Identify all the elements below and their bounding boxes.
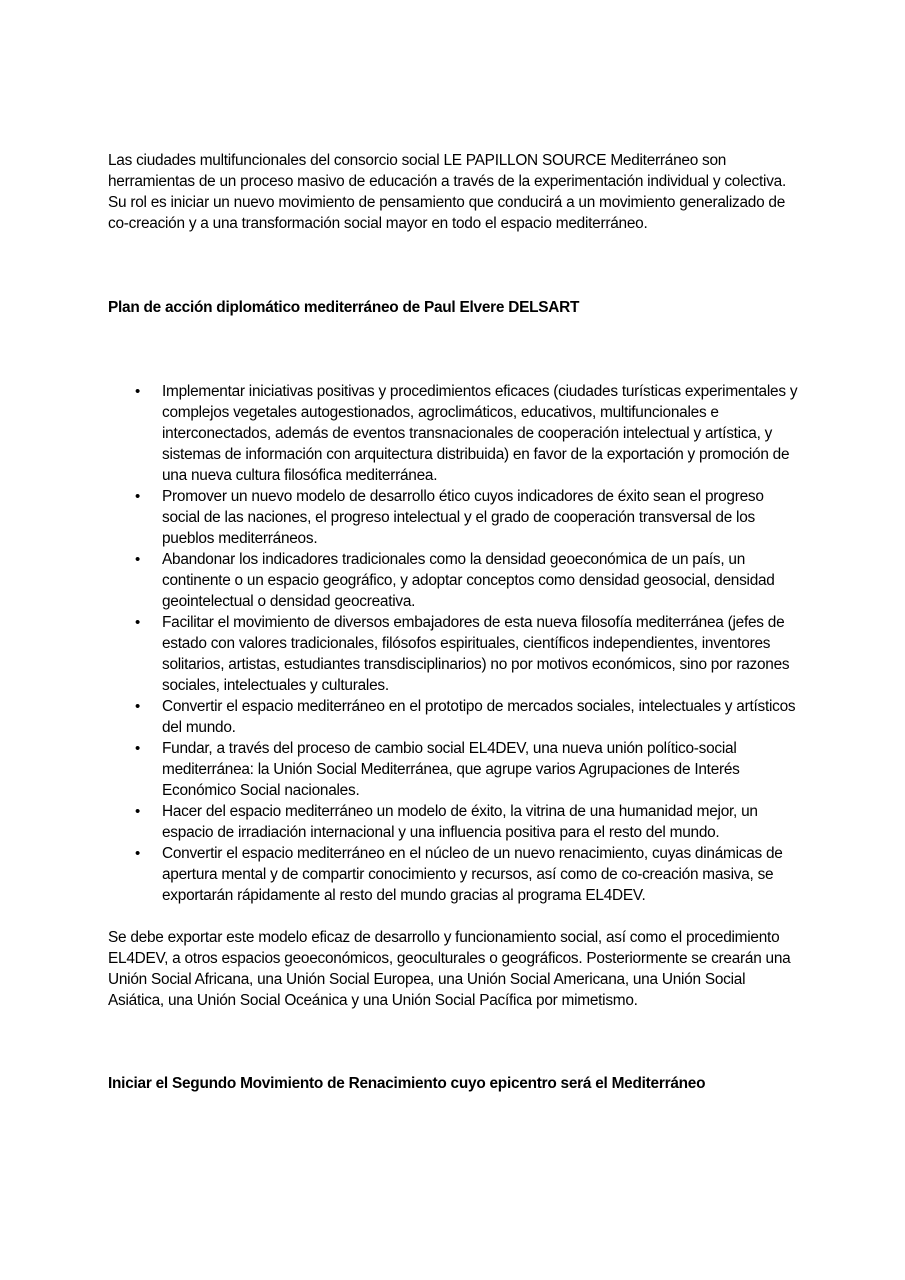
list-item-text: Convertir el espacio mediterráneo en el núcleo de un nuevo renacimiento, cuyas dinámicas de apertura mental y de compartir conocimiento y recursos, así como de co-creación masiva, se exportarán rápidamente al resto del mundo gracias al programa EL4DEV. <box>162 845 783 904</box>
list-item <box>108 549 802 612</box>
action-plan-list <box>108 381 802 906</box>
list-item-text: Fundar, a través del proceso de cambio social EL4DEV, una nueva unión político-social mediterránea: la Unión Social Mediterránea, que agrupe varios Agrupaciones de Interés Económico Social nacionales. <box>162 740 740 799</box>
list-item-text: Abandonar los indicadores tradicionales como la densidad geoeconómica de un país, un continente o un espacio geográfico, y adoptar conceptos como densidad geosocial, densidad geointelectual o densidad geocreativa. <box>162 551 775 610</box>
bullet-icon: • <box>135 551 141 568</box>
bullet-icon: • <box>135 614 141 631</box>
bullet-icon: • <box>135 740 141 757</box>
section-heading-action-plan: Plan de acción diplomático mediterráneo de Paul Elvere DELSART <box>108 299 580 316</box>
intro-paragraph: Las ciudades multifuncionales del consorcio social LE PAPILLON SOURCE Mediterráneo son herramientas de un proceso masivo de educación a través de la experimentación individual y colectiva. Su rol es iniciar un nuevo movimiento de pensamiento que conducirá a un movimiento generalizado de co-creación y a una transformación social mayor en todo el espacio mediterráneo. <box>108 152 786 232</box>
list-item <box>108 843 802 906</box>
section-heading-renaissance: Iniciar el Segundo Movimiento de Renacimiento cuyo epicentro será el Mediterráneo <box>108 1075 706 1092</box>
list-item-text: Implementar iniciativas positivas y procedimientos eficaces (ciudades turísticas experimentales y complejos vegetales autogestionados, agroclimáticos, educativos, multifuncionales e interconectados, además de eventos transnacionales de cooperación intelectual y artística, y sistemas de información con arquitectura distribuida) en favor de la exportación y promoción de una nueva cultura filosófica mediterránea. <box>162 383 798 484</box>
list-item <box>108 486 802 549</box>
list-item <box>108 738 802 801</box>
list-item-text: Convertir el espacio mediterráneo en el prototipo de mercados sociales, intelectuales y artísticos del mundo. <box>162 698 796 736</box>
list-item-text: Facilitar el movimiento de diversos embajadores de esta nueva filosofía mediterránea (jefes de estado con valores tradicionales, filósofos espirituales, científicos independientes, inventores solitarios, artistas, estudiantes transdisciplinarios) no por motivos económicos, sino por razones sociales, intelectuales y culturales. <box>162 614 790 694</box>
bullet-icon: • <box>135 803 141 820</box>
list-item <box>108 381 802 486</box>
list-item <box>108 612 802 696</box>
list-item <box>108 801 802 843</box>
bullet-icon: • <box>135 698 141 715</box>
closing-paragraph: Se debe exportar este modelo eficaz de desarrollo y funcionamiento social, así como el procedimiento EL4DEV, a otros espacios geoeconómicos, geoculturales o geográficos. Posteriormente se crearán una Unión Social Africana, una Unión Social Europea, una Unión Social Americana, una Unión Social Asiática, una Unión Social Oceánica y una Unión Social Pacífica por mimetismo. <box>108 929 791 1009</box>
bullet-icon: • <box>135 845 141 862</box>
list-item-text: Promover un nuevo modelo de desarrollo ético cuyos indicadores de éxito sean el progreso social de las naciones, el progreso intelectual y el grado de cooperación transversal de los pueblos mediterráneos. <box>162 488 764 547</box>
bullet-icon: • <box>135 488 141 505</box>
list-item <box>108 696 802 738</box>
list-item-text: Hacer del espacio mediterráneo un modelo de éxito, la vitrina de una humanidad mejor, un espacio de irradiación internacional y una influencia positiva para el resto del mundo. <box>162 803 758 841</box>
bullet-icon: • <box>135 383 141 400</box>
